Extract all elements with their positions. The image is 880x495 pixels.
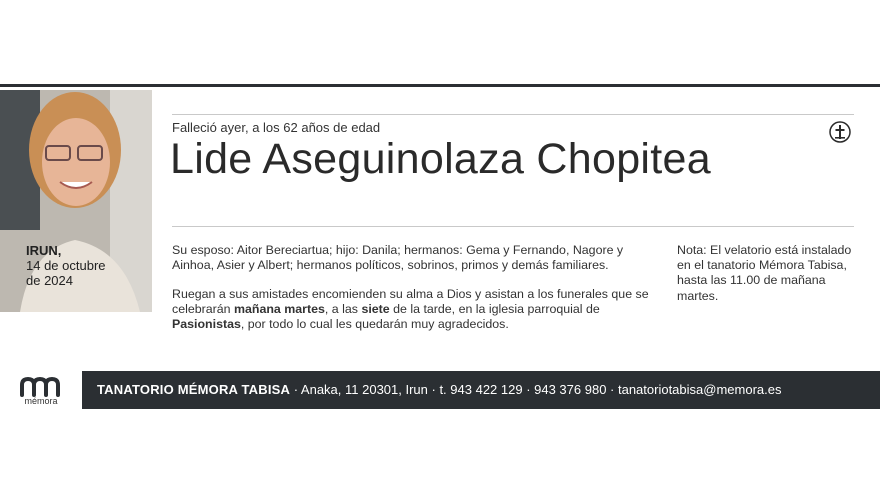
request-bold-3: Pasionistas bbox=[172, 317, 241, 332]
request-part-1: Ruegan a sus amistades encomienden su alma a Dios y asistan a los funerales que se celebrarán bbox=[172, 287, 649, 317]
death-notice-intro: Falleció ayer, a los 62 años de edad bbox=[172, 120, 381, 135]
family-text: Su esposo: Aitor Bereciartua; hijo: Danila; hermanos: Gema y Fernando, Nagore y Ainhoa, Asier y Albert; hermanos políticos, sobrinos, primos y demás familiares. bbox=[172, 243, 624, 273]
city: IRUN, bbox=[26, 243, 62, 258]
request-bold-2: siete bbox=[361, 302, 390, 317]
obituary-card bbox=[0, 84, 880, 411]
request-part-2: , a las bbox=[324, 302, 362, 317]
date-line-2: de 2024 bbox=[26, 273, 73, 288]
request-part-4: , por todo lo cual les quedarán muy agradecidos. bbox=[240, 317, 509, 332]
request-bold-1: mañana martes bbox=[234, 302, 325, 317]
request-part-3: de la tarde, en la iglesia parroquial de bbox=[389, 302, 600, 317]
footer-contact bbox=[97, 371, 781, 409]
deceased-name: Lide Aseguinolaza Chopitea bbox=[170, 135, 711, 183]
wake-note: Nota: El velatorio está instalado en el tanatorio Mémora Tabisa, hasta las 11.00 de mañana martes. bbox=[677, 243, 852, 303]
funeral-home-details: · Anaka, 11 20301, Irun · t. 943 422 129 · 943 376 980 · tanatoriotabisa@memora.es bbox=[290, 382, 782, 397]
memora-logo bbox=[0, 371, 82, 409]
top-rule bbox=[172, 114, 854, 115]
cross-icon bbox=[829, 121, 851, 143]
funeral-home-name: TANATORIO MÉMORA TABISA bbox=[97, 382, 291, 397]
funeral-request bbox=[172, 287, 652, 333]
footer-bar bbox=[0, 371, 880, 409]
middle-rule bbox=[172, 226, 854, 227]
place-date bbox=[26, 243, 106, 288]
date-line-1: 14 de octubre bbox=[26, 258, 106, 273]
logo-wordmark: mémora bbox=[24, 396, 58, 406]
